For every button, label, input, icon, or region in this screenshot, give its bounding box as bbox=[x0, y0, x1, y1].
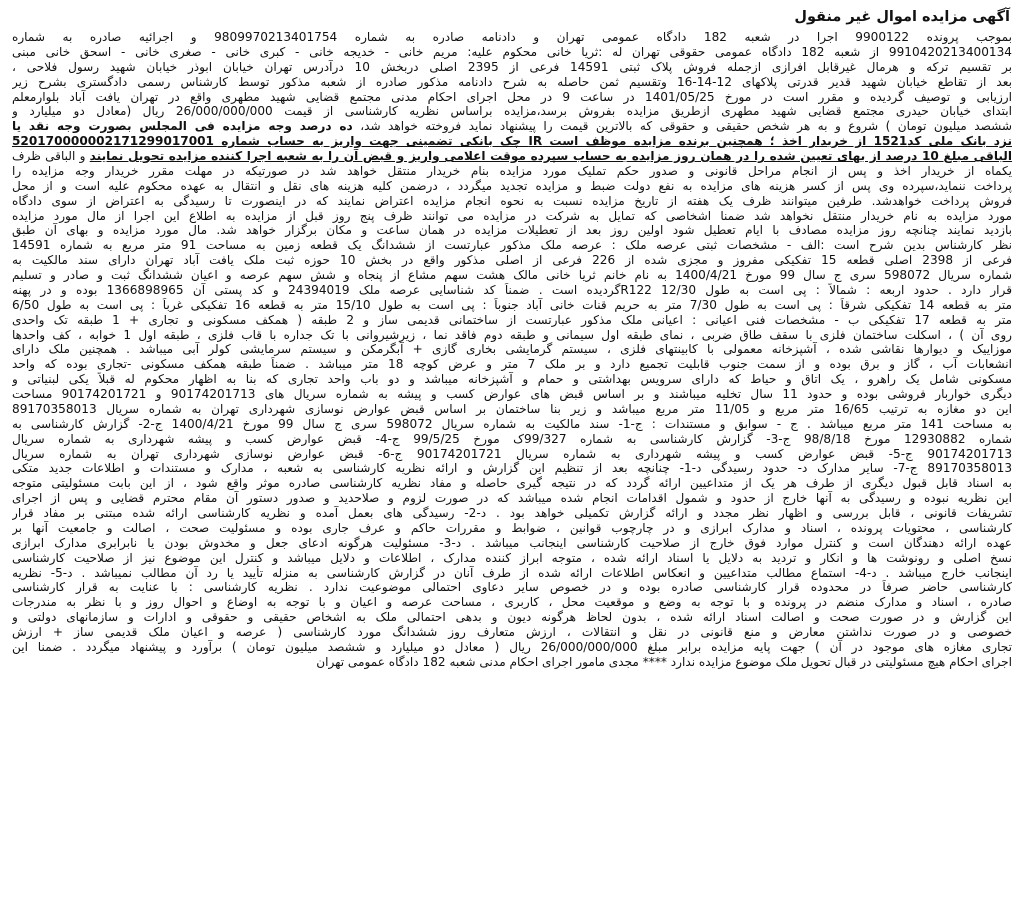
notice-line bbox=[12, 60, 1012, 75]
notice-text-segment: به مساحت 141 متر مربع میباشد . ج - سوابق و مستندات : ج-1- سند مالکیت به شماره سریال 598072 سری ج سال 99 مورخ 1400/4/21 ج-2- گزارش کارشناسی به bbox=[12, 416, 1012, 431]
notice-line bbox=[12, 655, 1012, 670]
notice-text-segment: الباقی مبلغ 10 درصد از بهای تعیین شده را در همان روز مزایده به حساب سپرده موقت اعلامی واریز و قبض آن را به شعبه اجرا کننده مزایده تحویل نمایند bbox=[89, 149, 1012, 163]
notice-text-segment: فرعی از 2398 اصلی قطعه 15 تفکیکی مفروز و مجزی شده از 226 فرعی از اصلی مذکور واقع در بخش 10 حوزه ثبت ملک یافت آباد تهران دارای سند مالکیت به bbox=[12, 253, 1012, 268]
notice-line bbox=[12, 432, 1012, 447]
notice-text-segment: 89170358013 ج-7- سایر مدارک د- حدود رسیدگی د-1- چنانچه بعد از تنظیم این گزارش و ارائه نظریه کارشناسی به شعبه ، مدارک و مستندات و اطلاعات جدید متکی bbox=[12, 461, 1012, 476]
notice-line bbox=[12, 164, 1012, 179]
notice-line bbox=[12, 447, 1012, 462]
notice-title: آگهی مزایده اموال غیر منقول bbox=[794, 9, 1010, 25]
notice-line bbox=[12, 625, 1012, 640]
notice-body bbox=[12, 30, 1012, 670]
notice-line bbox=[12, 506, 1012, 521]
notice-line bbox=[12, 149, 1012, 164]
notice-text-segment: این گزارش و در صورت صحت و اصالت اسناد ارائه شده ، بدون لحاظ هرگونه دیون و بدهی احتمالی ملک به اشخاص حقیقی و حقوقی و ادارات و سازمانهای دولتی و bbox=[12, 610, 1012, 625]
notice-text-segment: اینجانب خارج میباشد . د-4- استماع مطالب متداعیین و انعکاس اطلاعات ارائه شده از طرف آنان در گزارش کارشناسی به منزله تأیید یا رد آن مطالب نمیباشد . د-5- نظریه bbox=[12, 565, 1012, 580]
notice-line bbox=[12, 119, 1012, 134]
notice-text-segment: 90174201713 ج-5- قبض عوارض کسب و پیشه شهرداری به شماره سریال 90174201721 ج-6- قبض عوارض نوسازی شهرداری تهران به شماره سریال bbox=[12, 446, 1012, 461]
notice-text-segment: انشعابات آب ، گاز و برق بوده و از سمت جنوب قابلیت تجمیع دارد و بر ملک 7 متر و عرض کوچه 18 متر میباشد . ضمناً طبقه همکف مسکونی -تجاری بوده که واحد bbox=[12, 357, 1012, 372]
notice-line bbox=[12, 551, 1012, 566]
notice-text-segment: بعد از تقاطع خیابان شهید قدیر قدرتی پلاکهای 12-14-16 وتقسیم ثمن حاصله به شرح دادنامه مذکور صادره از شعبه مذکور توسط کارشناس رسمی دادگستری بشرح زیر bbox=[12, 74, 1012, 89]
notice-text-segment: به اسناد قابل قبول دیگری از طرف هر یک از متداعیین ارائه گردد که در نتیجه گیری حاصله و مفاد نظریه کارشناسی صادره موثر واقع شود ، از این بابت مسئولیتی متوجه bbox=[12, 476, 1012, 491]
notice-line bbox=[12, 536, 1012, 551]
notice-line bbox=[12, 476, 1012, 491]
notice-line bbox=[12, 595, 1012, 610]
notice-line bbox=[12, 75, 1012, 90]
notice-text-segment: صادره ، اسناد و مدارک منضم در پرونده و با توجه به وضع و موقعیت محل ، کاربری ، مساحت عرصه و اعیان و با توجه به اوضاع و احوال روز و با نظر به مندرجات bbox=[12, 595, 1012, 610]
notice-line bbox=[12, 268, 1012, 283]
notice-line bbox=[12, 402, 1012, 417]
notice-text-segment: روی آن ) ، اسکلت ساختمان فلزی با سقف طاق ضربی ، نمای طبقه اول سیمانی و طبقه دوم فاقد نما ، زیرشیروانی با تک جداره با قاب فلزی ، طبقه اول 1 خوابه ، کف واحدها bbox=[12, 327, 1012, 342]
notice-line bbox=[12, 566, 1012, 581]
notice-line bbox=[12, 283, 1012, 298]
notice-line bbox=[12, 342, 1012, 357]
notice-line bbox=[12, 640, 1012, 655]
notice-text-segment: مسکونی شامل یک راهرو ، یک اتاق و حیاط که دارای سرویس بهداشتی و حمام و آشپزخانه میباشد و دو باب واحد تجاری که بنا به اظهار محکوم له قبلاً یکی لبنیاتی و bbox=[12, 372, 1012, 387]
notice-text-segment: و الباقی ظرف bbox=[12, 149, 90, 163]
notice-text-segment: موزاییک و دیوارها نقاشی شده ، آشپزخانه معمولی با کابینتهای فلزی ، سیستم گرمایشی بخاری گازی + آبگرمکن و سیستم سرمایشی کولر آبی میباشد . همچنین ملک دارای bbox=[12, 342, 1012, 357]
notice-text-segment: ده درصد وجه مزایده فی المجلس بصورت وجه نقد یا bbox=[12, 119, 353, 134]
notice-line bbox=[12, 194, 1012, 209]
notice-text-segment: ارزیابی و توصیف گردیده و مقرر است در مورخ 1401/05/25 در ساعت 9 در محل اجرای احکام مدنی مجتمع قضایی شهید مطهری واقع در تهران یافت آباد بلوارمعلم bbox=[12, 89, 1012, 104]
notice-line bbox=[12, 104, 1012, 119]
notice-text-segment: 9910420213400134 از شعبه 182 دادگاه عمومی حقوقی تهران له :ثریا خانی محکوم علیه: مریم خانی - خدیجه خانی - کبری خانی - صغری خانی - اسحق خانی مبنی bbox=[12, 44, 1012, 59]
notice-line bbox=[12, 610, 1012, 625]
notice-line bbox=[12, 580, 1012, 595]
notice-line bbox=[12, 461, 1012, 476]
notice-text-segment: نزد بانک ملی کد1521 از خریدار اخذ ؛ همچنین برنده مزایده موظف است IR چک بانکی تضمینی جهت واریز به حساب شماره 520170000002171299017001 bbox=[12, 134, 1012, 149]
notice-text-segment: فروش پرداخت خواهدشد. طرفین میتوانند ظرف یک هفته از تاریخ مزایده نسبت به نحوه انجام مزایده اعتراض نمایند که در اینصورت تا رسیدگی به اعتراض از سوی دادگاه bbox=[12, 193, 1012, 208]
notice-text-segment: متر به قطعه 17 تفکیکی ب - مشخصات فنی اعیانی : اعیانی ملک مذکور عبارتست از ساختمانی قدیمی ساز و 2 طبقه ( همکف مسکونی و تجاری + 1 طبقه تک واحدی bbox=[12, 312, 1012, 327]
notice-text-segment: بازدید نمایند چنانچه روز مزایده مصادف با ایام تعطیل شود اولین روز بعد از تعطیلات مزایده در همان ساعت و مکان برگزار خواهد شد. مال مورد مزایده و بهای آن طبق bbox=[12, 223, 1012, 238]
notice-line bbox=[12, 387, 1012, 402]
notice-line bbox=[12, 209, 1012, 224]
notice-text-segment: تجاری مغازه های موجود در آن ) جهت پایه مزایده برابر مبلغ 26/000/000/000 ریال ( معادل دو میلیارد و ششصد میلیون تومان ) برآورد و پیشنهاد میگردد . ضمنا این bbox=[12, 639, 1012, 654]
notice-text-segment: نسخ اصلی و رونوشت ها و انکار و تردید به دلایل یا اسناد ارائه شده ، متوجه ابراز کننده مدارک ، اطلاعات و دلایل میباشد و کنترل این موضوع نیز از صلاحیت کارشناسی bbox=[12, 550, 1012, 565]
notice-text-segment: بموجب پرونده 9900122 اجرا در شعبه 182 دادگاه عمومی تهران و دادنامه صادره به شماره 9809970213401754 و اجرائیه صادره به شماره bbox=[12, 30, 1012, 44]
notice-line bbox=[12, 491, 1012, 506]
notice-text-segment: عهده ارائه دهندگان است و کنترل موارد فوق خارج از صلاحیت کارشناسی اینجانب میباشد . د-3- مسئولیت هرگونه ادعای جعل و مخدوش بودن یا نابرابری مدارک ابرازی bbox=[12, 535, 1012, 550]
notice-line bbox=[12, 328, 1012, 343]
notice-text-segment: دیگری خواربار فروشی بوده و حدود 11 سال تخلیه میباشند و بر اساس قبض های عوارض کسب و پیشه به شماره سریال های 90174201713 و 90174201721 مساحت bbox=[12, 387, 1012, 401]
notice-text-segment: کارشناسی حاضر صرفاً در محدوده قرار کارشناسی صادره بوده و در خصوص سایر دعاوی احتمالی موضوعیت ندارد . نظریه کارشناسی : با عنایت به قرار کارشناسی bbox=[12, 580, 1012, 595]
notice-text-segment: قرار دارد . حدود اربعه : شمالاً : پی است به طول 12/30 R122گردیده است . ضمناً کد شناسایی عرصه ملک 24394019 و کد پستی آن 1366898965 بوده و در پهنه bbox=[12, 282, 1012, 297]
notice-line bbox=[12, 253, 1012, 268]
notice-text-segment: کارشناسی ، محتویات پرونده ، اسناد و مدارک ابرازی و در چارچوب قوانین ، ضوابط و مقررات حاکم و عرف جاری بوده و مسئولیت صحت ، اصالت و جامعیت آنها بر bbox=[12, 520, 1012, 535]
notice-text-segment: خصوصی و در صورت نداشتن معارض و منع قانونی در نقل و انتقالات ، ارزش متعارف روز ششدانگ مورد کارشناسی ( عرصه و اعیان ملک قدیمی ساز + ارزش bbox=[12, 625, 1012, 639]
notice-line bbox=[12, 357, 1012, 372]
notice-line bbox=[12, 313, 1012, 328]
notice-line bbox=[12, 521, 1012, 536]
notice-text-segment: بر تقسیم ترکه و هرمال غیرقابل افرازی ازجمله فروش پلاک ثبتی 14591 فرعی از 2395 اصلی دربخش 10 درآدرس تهران خیابان ابوذر خیابان شهید رسول فلاحی ، bbox=[12, 59, 1012, 74]
notice-line bbox=[12, 298, 1012, 313]
notice-text-segment: مورد مزایده به نام خریدار منتقل نخواهد شد ضمنا اشخاصی که تمایل به شرکت در مزایده می توانند ظرف پنج روز قبل از مزایده به اطلاع این اجرا از مال مورد مزایده bbox=[12, 208, 1012, 223]
notice-line bbox=[12, 134, 1012, 149]
notice-text-segment: شماره 12930882 مورخ 98/8/18 ج-3- گزارش کارشناسی به شماره 99/327ک مورخ 99/5/25 ج-4- قبض عوارض کسب و پیشه شهرداری به شماره سریال bbox=[12, 431, 1012, 446]
notice-text-segment: این دو مغازه به ترتیب 16/65 متر مربع و 11/05 متر مربع میباشد و زیر بنا ساختمان بر اساس قبض عوارض نوسازی شهرداری تهران به شماره سریال 89170358013 bbox=[12, 401, 1012, 416]
notice-line bbox=[12, 30, 1012, 45]
notice-text-segment: متر به قطعه 14 تفکیکی شرقاً : پی است به طول 7/30 متر به حریم قنات خانی آباد جنوباً : پی است به طول 15/10 متر به قطعه 16 تفکیکی غرباً : پی است به طول 6/50 bbox=[12, 297, 1012, 312]
notice-line bbox=[12, 45, 1012, 60]
notice-line bbox=[12, 238, 1012, 253]
notice-text-segment: ششصد میلیون تومان ) شروع و به هر شخص حقیقی و حقوقی که بالاترین قیمت را پیشنهاد نماید فروخته خواهد شد، bbox=[352, 119, 1012, 134]
notice-line bbox=[12, 223, 1012, 238]
notice-line bbox=[12, 417, 1012, 432]
notice-text-segment: نظر کارشناس بدین شرح است :الف - مشخصات ثبتی عرصه ملک : عرصه ملک مذکور عبارتست از ششدانگ یک قطعه زمین به مساحت 91 متر مربع به شماره 14591 bbox=[12, 238, 1012, 253]
notice-text-segment: تشریفات قانونی ، قابل بررسی و اظهار نظر مجدد و ارائه گزارش تکمیلی خواهد بود . د-2- رسیدگی های بعمل آمده و نظریه کارشناسی ارائه شده مبتنی بر مفاد قرار bbox=[12, 506, 1012, 520]
notice-text-segment: یکماه از خریدار اخذ و پس از انجام مراحل قانونی و صدور حکم تملیک مورد مزایده بنام خریدار منتقل خواهد شد در صورتیکه در مهلت مقرر خریدار وجه مزایده را bbox=[12, 163, 1012, 178]
notice-text-segment: شماره سریال 598072 سری ج سال 99 مورخ 1400/4/21 به نام خانم ثریا خانی مالک هشت سهم مشاع از پنجاه و شش سهم عرصه و اعیان ششدانگ ثبت و صادر و تسلیم bbox=[12, 268, 1012, 282]
notice-line bbox=[12, 372, 1012, 387]
notice-line bbox=[12, 179, 1012, 194]
notice-text-segment: اجرای احکام هیچ مسئولیتی در قبال تحویل ملک موضوع مزایده ندارد **** مجدی مامور اجرای احکام مدنی شعبه 182 دادگاه عمومی تهران bbox=[316, 654, 1012, 669]
notice-text-segment: ابتدای خیابان حیدری مجتمع قضایی شهید مطهری ازطریق مزایده بفروش برسد،مزایده براساس نظریه کارشناسی از قیمت 26/000/000/000 ریال (معادل دو میلیارد و bbox=[12, 104, 1012, 119]
notice-text-segment: این نظریه نبوده و رسیدگی به آنها خارج از حدود و شمول اقدامات انجام شده میباشد که در صورت لزوم و صلاحدید و صدور دستور آن مقام محترم قضایی و پس از اجرای bbox=[12, 491, 1012, 506]
notice-text-segment: پرداخت ننماید،سپرده وی پس از کسر هزینه های مزایده به نفع دولت ضبط و مزایده تجدید میگردد ، درضمن کلیه هزینه های نقل و انتقال به عهده محکوم علیه است و از محل bbox=[12, 178, 1012, 193]
notice-line bbox=[12, 90, 1012, 105]
